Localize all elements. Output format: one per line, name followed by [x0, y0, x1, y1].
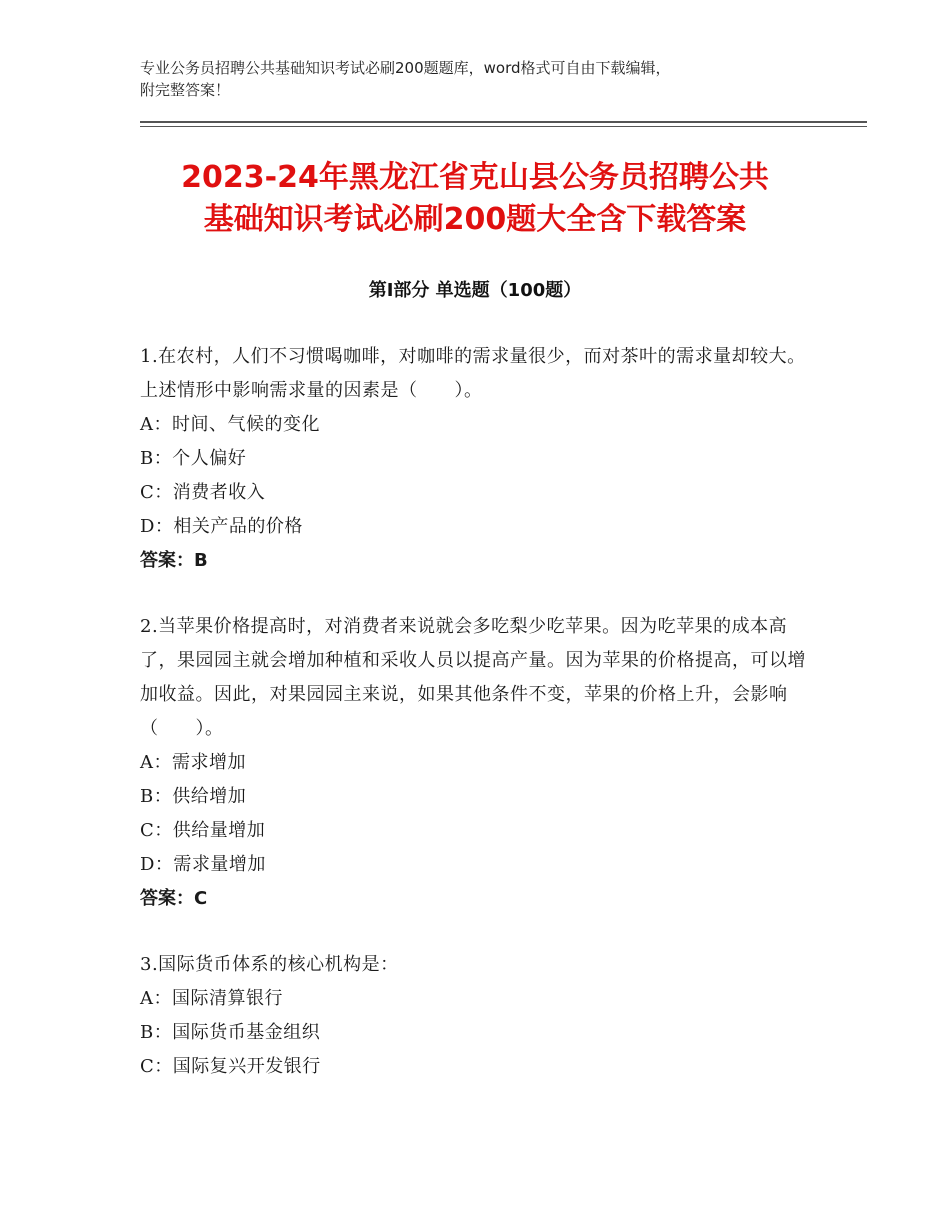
option-d: D：需求量增加 [140, 854, 266, 875]
document-title-line-1: 2023-24年黑龙江省克山县公务员招聘公共 [181, 160, 769, 195]
option-b: B：国际货币基金组织 [140, 1022, 321, 1043]
question-stem: 2.当苹果价格提高时，对消费者来说就会多吃梨少吃苹果。因为吃苹果的成本高了，果园园主就会增加种植和采收人员以提高产量。因为苹果的价格提高，可以增加收益。因此，对果园园主来说，如果其他条件不变，苹果的价格上升，会影响（ ）。 [140, 616, 806, 739]
option-d: D：相关产品的价格 [140, 516, 303, 537]
document-title-line-2: 基础知识考试必刷200题大全含下载答案 [203, 202, 747, 237]
option-a: A：国际清算银行 [140, 988, 283, 1009]
option-c: C：供给量增加 [140, 820, 266, 841]
answer-line: 答案：C [140, 888, 208, 909]
section-heading: 第Ⅰ部分 单选题（100题） [368, 280, 582, 301]
header-divider-thin [140, 126, 867, 127]
option-c: C：国际复兴开发银行 [140, 1056, 321, 1077]
answer-line: 答案：B [140, 550, 208, 571]
question-1 [140, 340, 810, 578]
question-stem: 1.在农村，人们不习惯喝咖啡，对咖啡的需求量很少，而对茶叶的需求量却较大。上述情形中影响需求量的因素是（ ）。 [140, 346, 806, 401]
header-note [140, 57, 810, 101]
option-b: B：个人偏好 [140, 448, 247, 469]
option-b: B：供给增加 [140, 786, 247, 807]
option-a: A：时间、气候的变化 [140, 414, 320, 435]
question-stem: 3.国际货币体系的核心机构是： [140, 954, 399, 975]
question-list [140, 340, 810, 1116]
document-title [100, 157, 850, 241]
option-a: A：需求增加 [140, 752, 246, 773]
header-divider-thick [140, 121, 867, 123]
option-c: C：消费者收入 [140, 482, 266, 503]
header-note-line-2: 附完整答案！ [140, 81, 231, 99]
question-3 [140, 948, 810, 1084]
header-note-line-1: 专业公务员招聘公共基础知识考试必刷200题题库，word格式可自由下载编辑， [140, 59, 671, 77]
question-2 [140, 610, 810, 916]
